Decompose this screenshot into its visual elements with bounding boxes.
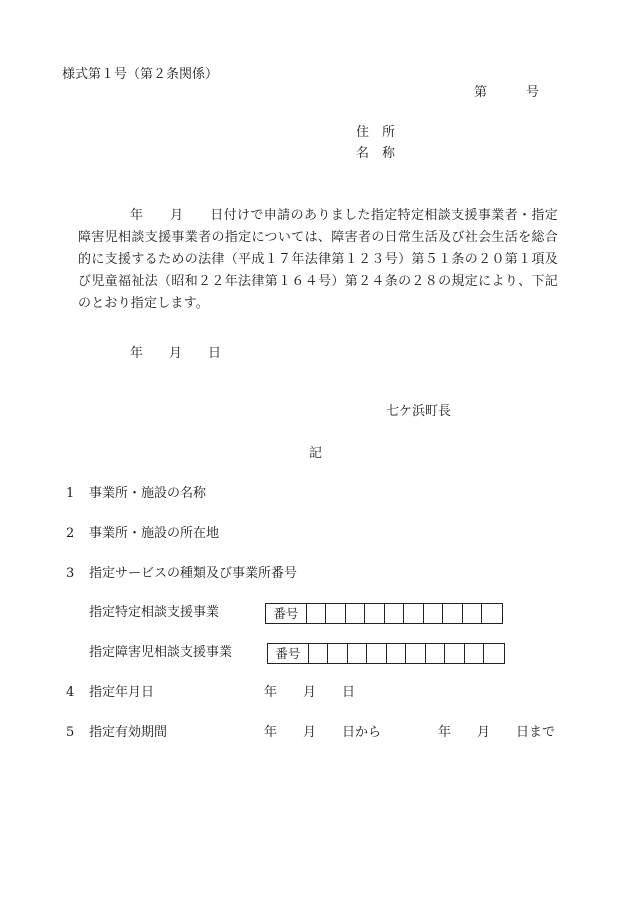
digit-cell <box>463 604 483 623</box>
name-label: 名 称 <box>356 146 396 161</box>
item-number: 3 <box>66 566 75 581</box>
address-label: 住 所 <box>356 125 396 140</box>
item-number: 1 <box>66 486 75 501</box>
digit-cell <box>348 644 368 663</box>
digit-cell <box>426 644 446 663</box>
document-number: 第 号 <box>474 85 540 100</box>
digit-cell <box>406 644 426 663</box>
validity-start: 年 月 日から <box>264 725 382 740</box>
digit-cell <box>326 604 346 623</box>
item-label: 指定有効期間 <box>89 725 168 740</box>
form-title: 様式第１号（第２条関係） <box>62 67 219 82</box>
digit-cell <box>309 644 329 663</box>
digit-cell <box>445 644 465 663</box>
item-label: 指定サービスの種類及び事業所番号 <box>89 566 298 581</box>
business-number-label: 番号 <box>266 604 307 623</box>
designation-date-value: 年 月 日 <box>264 685 356 700</box>
service-label: 指定障害児相談支援事業 <box>89 645 233 660</box>
validity-end: 年 月 日まで <box>438 725 556 740</box>
designation-date: 年 月 日 <box>130 346 222 361</box>
digit-cell <box>365 604 385 623</box>
business-number-box <box>265 603 503 624</box>
item-label: 事業所・施設の所在地 <box>89 526 220 541</box>
body-paragraph: 年 月 日付けで申請のありました指定特定相談支援事業者・指定障害児相談支援事業者の指定については、障害者の日常生活及び社会生活を総合的に支援するための法律（平成１７年法律第１２３号）第５１条の２０第１項及び児童福祉法（昭和２２年法律第１６４号）第２４条の２８の規定により、下記のとおり指定します。 <box>78 208 558 311</box>
item-label: 指定年月日 <box>89 685 155 700</box>
digit-cell <box>346 604 366 623</box>
item-number: 2 <box>66 526 75 541</box>
service-label: 指定特定相談支援事業 <box>89 605 220 620</box>
digit-cell <box>443 604 463 623</box>
issuer-name: 七ケ浜町長 <box>386 404 452 419</box>
digit-cell <box>385 604 405 623</box>
digit-cell <box>307 604 327 623</box>
business-number-box <box>267 643 505 664</box>
digit-cell <box>482 604 502 623</box>
digit-cell <box>465 644 485 663</box>
digit-cell <box>328 644 348 663</box>
digit-cell <box>484 644 504 663</box>
ki-heading: 記 <box>309 446 323 461</box>
business-number-label: 番号 <box>268 644 309 663</box>
item-number: 4 <box>66 685 75 700</box>
digit-cell <box>404 604 424 623</box>
item-number: 5 <box>66 725 75 740</box>
digit-cell <box>387 644 407 663</box>
item-label: 事業所・施設の名称 <box>89 486 207 501</box>
digit-cell <box>424 604 444 623</box>
digit-cell <box>367 644 387 663</box>
